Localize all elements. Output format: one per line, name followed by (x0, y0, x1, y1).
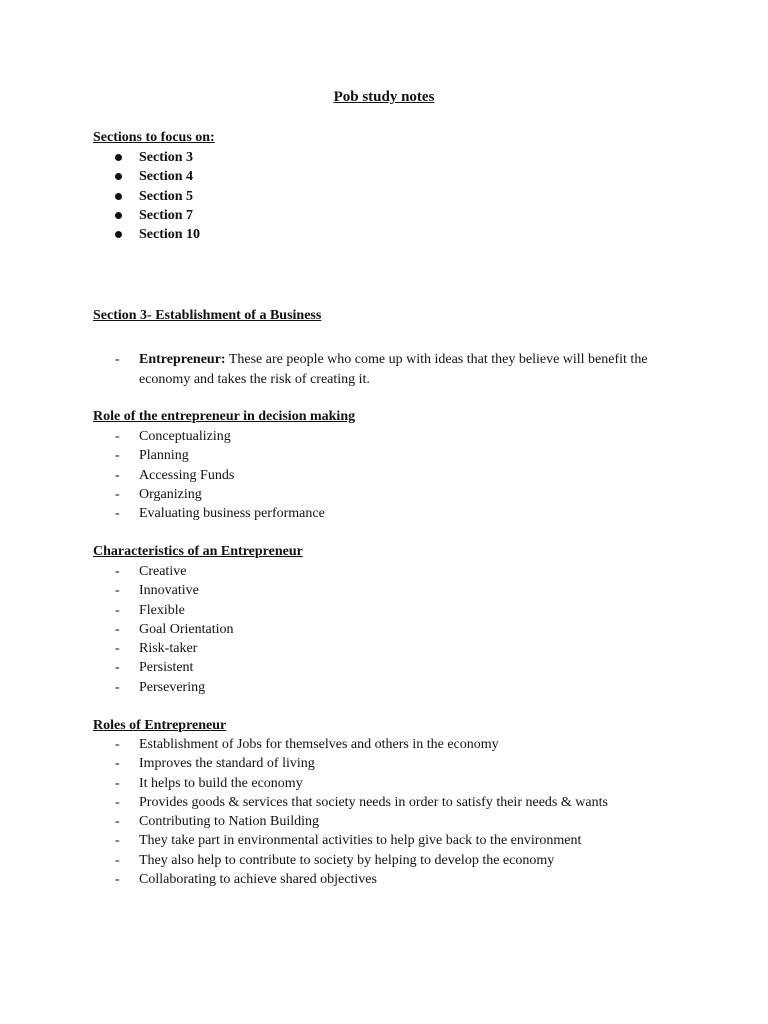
bullet-icon (115, 193, 122, 200)
section3-heading: Section 3- Establishment of a Business (93, 308, 322, 323)
dash-marker: - (115, 737, 120, 752)
dash-marker: - (115, 852, 120, 868)
dash-marker: - (115, 448, 120, 464)
definition-term: Entrepreneur: (139, 352, 226, 367)
bullet-icon (115, 231, 122, 238)
dash-marker: - (115, 756, 120, 772)
document-page: Pob study notes Sections to focus on: Section 3 Section 4 Section 5 Section 7 Section 10 Section 3- Establishment of a Business - Entrepreneur: These are people who come up with ideas that they believe will benefit the economy and takes the risk of creating it. Role of the entrepreneur in decision making - Conceptualizing - Planning - Accessing Funds - Organizing - Evaluating business performance Characteristics of an Entrepreneur - Creative - Innovative - Flexible - Goal Orientation - Risk-taker - Persistent - Persevering Roles of Entrepreneur - Establishment of Jobs for themselves and others in the economy - Improves the standard of living - It helps to build the economy - Provides goods & services that society needs in order to satisfy their needs & wants - Contributing to Nation Building - They take part in environmental activities to help give back to the environment - They also help to contribute to society by helping to develop the economy - Collaborating to achieve shared objectives (0, 0, 768, 1024)
bullet-icon (115, 173, 122, 180)
dash-marker: - (115, 641, 120, 657)
characteristics-heading: Characteristics of an Entrepreneur (93, 544, 303, 559)
dash-marker: - (115, 352, 120, 367)
dash-marker: - (115, 467, 120, 483)
dash-marker: - (115, 564, 120, 579)
dash-marker: - (115, 486, 120, 502)
roles-heading: Roles of Entrepreneur (93, 718, 227, 733)
dash-marker: - (115, 506, 120, 522)
dash-marker: - (115, 679, 120, 695)
bullet-icon (115, 154, 122, 161)
dash-marker: - (115, 833, 120, 849)
dash-marker: - (115, 602, 120, 618)
dash-marker: - (115, 794, 120, 810)
page-title: Pob study notes (333, 89, 435, 105)
dash-marker: - (115, 621, 120, 637)
definition-text (139, 350, 659, 390)
dash-marker: - (115, 872, 120, 888)
decision-making-heading: Role of the entrepreneur in decision making (93, 409, 356, 424)
dash-marker: - (115, 775, 120, 791)
dash-marker: - (115, 583, 120, 599)
dash-marker: - (115, 814, 120, 830)
dash-marker: - (115, 660, 120, 676)
dash-marker: - (115, 429, 120, 444)
focus-heading: Sections to focus on: (93, 130, 215, 145)
bullet-icon (115, 212, 122, 219)
definition-body: These are people who come up with ideas that they believe will benefit the economy and takes the risk of creating it. (139, 352, 648, 387)
